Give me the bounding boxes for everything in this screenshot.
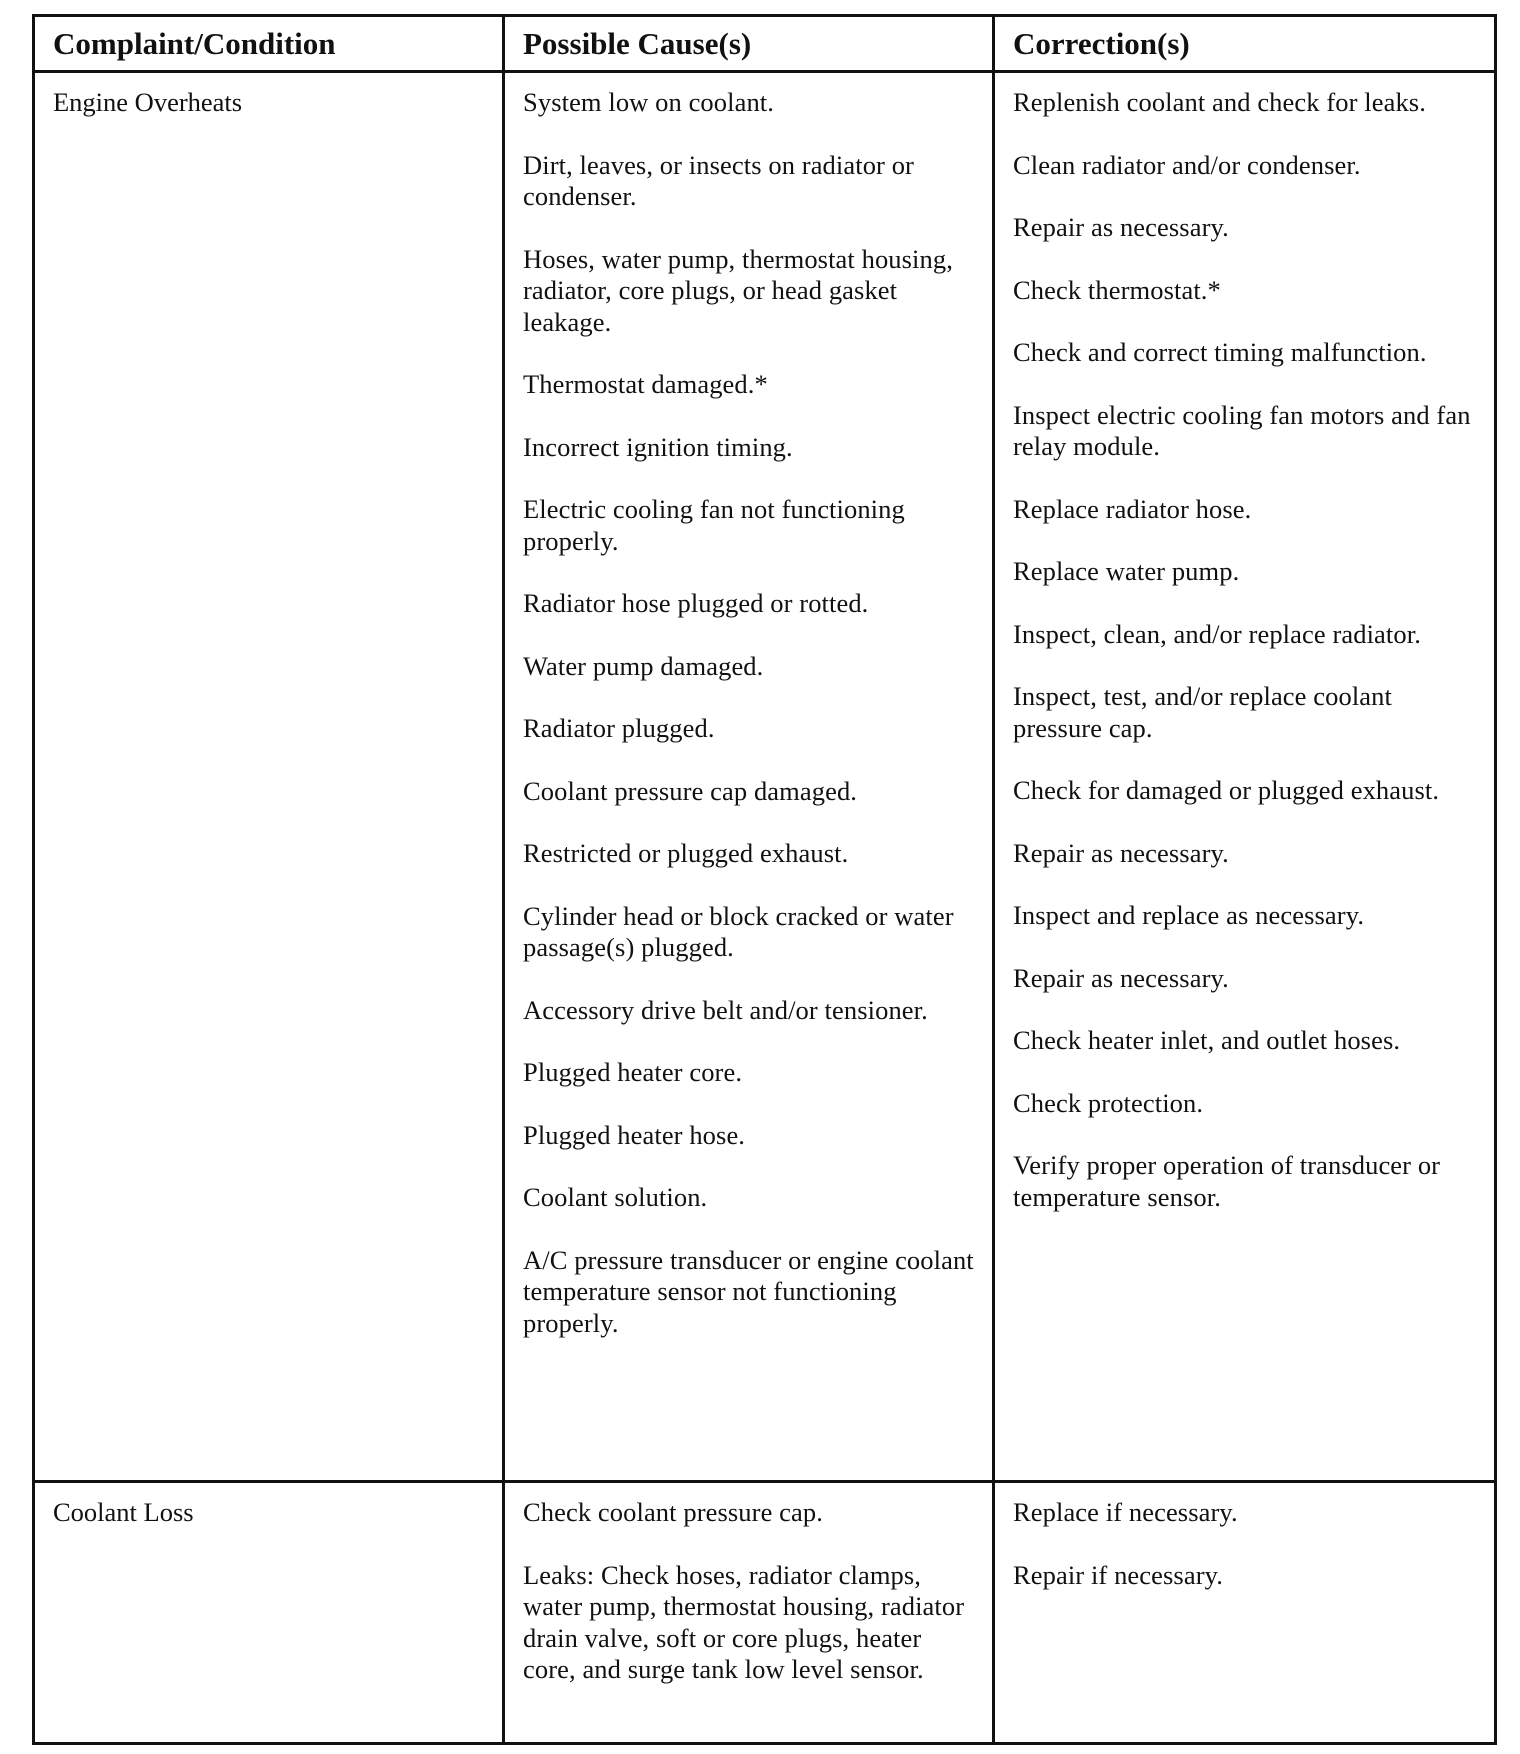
correction-entry: Inspect, clean, and/or replace radiator. [1013,618,1421,649]
correction-entry: Repair as necessary. [1013,962,1229,993]
cause-entry: Cylinder head or block cracked or water passage(s) plugged. [523,900,954,962]
cause-entry: Incorrect ignition timing. [523,431,793,462]
header-complaint: Complaint/Condition [34,16,504,72]
correction-entry: Repair if necessary. [1013,1559,1223,1590]
correction-entry: Check for damaged or plugged exhaust. [1013,775,1440,805]
cause-entry: Plugged heater hose. [523,1119,746,1150]
correction-entry: Repair as necessary. [1013,837,1229,868]
diagnosis-page [32,14,1494,1745]
complaint-label: Coolant Loss [53,1497,194,1527]
cause-cell [504,72,994,1482]
table-row [34,72,1496,1482]
cause-entry: Radiator hose plugged or rotted. [523,588,869,618]
correction-entry: Inspect, test, and/or replace coolant pressure cap. [1013,681,1392,743]
header-correction: Correction(s) [994,16,1496,72]
diagnosis-table [32,14,1497,1745]
correction-entry: Check protection. [1013,1087,1204,1118]
cause-entry: Coolant solution. [523,1182,708,1212]
correction-entry: Replace if necessary. [1013,1497,1238,1527]
cause-entry: Hoses, water pump, thermostat housing, radiator, core plugs, or head gasket leakage. [523,243,953,337]
cause-entry: Radiator plugged. [523,713,715,743]
complaint-cell [34,72,504,1482]
cause-entry: System low on coolant. [523,87,774,117]
cause-entry: Water pump damaged. [523,650,764,681]
correction-entry: Inspect electric cooling fan motors and fan relay module. [1013,399,1471,461]
cause-entry: Thermostat damaged.* [523,369,768,399]
complaint-label: Engine Overheats [53,87,243,117]
table-row [34,1482,1496,1744]
correction-entry: Clean radiator and/or condenser. [1013,149,1361,180]
table-body [34,72,1496,1744]
correction-entry: Check heater inlet, and outlet hoses. [1013,1025,1401,1055]
correction-cell [994,72,1496,1482]
correction-entry: Check thermostat.* [1013,274,1221,305]
cause-entry: Plugged heater core. [523,1057,743,1087]
correction-entry: Inspect and replace as necessary. [1013,900,1365,930]
correction-entry: Replace radiator hose. [1013,493,1252,524]
correction-entry: Verify proper operation of transducer or temperature sensor. [1013,1150,1441,1212]
header-row [34,16,1496,72]
table-header [34,16,1496,72]
correction-cell [994,1482,1496,1744]
cause-entry: Coolant pressure cap damaged. [523,775,858,806]
complaint-cell [34,1482,504,1744]
cause-entry: Accessory drive belt and/or tensioner. [523,994,928,1025]
cause-entry: Dirt, leaves, or insects on radiator or condenser. [523,149,914,211]
correction-entry: Replace water pump. [1013,556,1240,586]
cause-cell [504,1482,994,1744]
cause-entry: Check coolant pressure cap. [523,1497,823,1527]
correction-entry: Replenish coolant and check for leaks. [1013,87,1426,117]
correction-entry: Repair as necessary. [1013,212,1229,242]
cause-entry: Restricted or plugged exhaust. [523,838,849,868]
cause-entry: Electric cooling fan not functioning properly. [523,494,905,556]
correction-entry: Check and correct timing malfunction. [1013,337,1427,367]
cause-entry: Leaks: Check hoses, radiator clamps, water pump, thermostat housing, radiator drain valve, soft or core plugs, heater core, and surge tank low level sensor. [523,1559,965,1684]
header-cause: Possible Cause(s) [504,16,994,72]
cause-entry: A/C pressure transducer or engine coolant temperature sensor not functioning properly. [523,1244,974,1338]
